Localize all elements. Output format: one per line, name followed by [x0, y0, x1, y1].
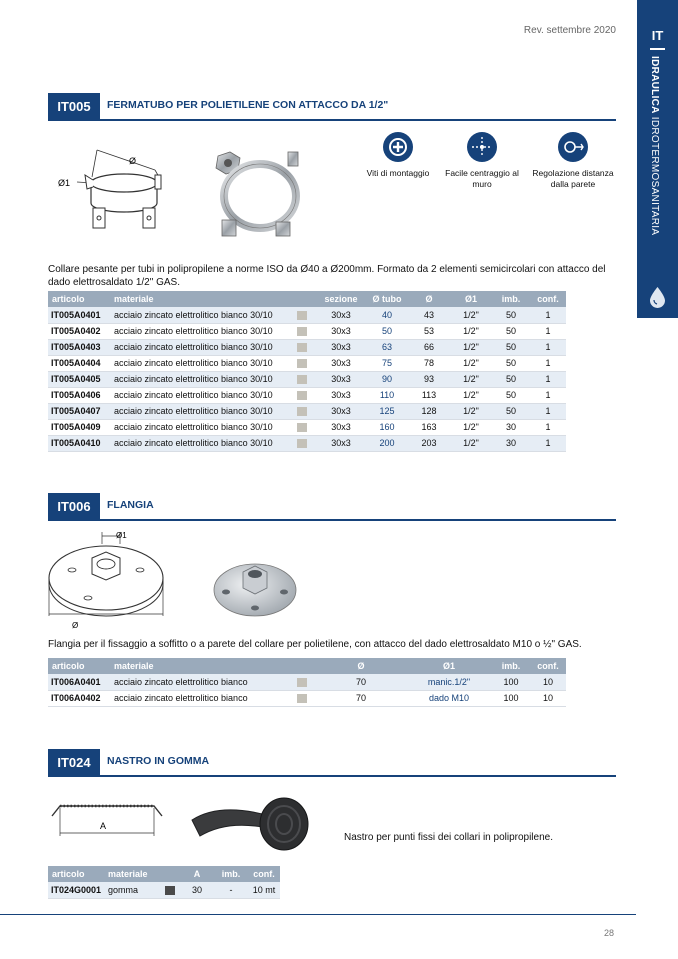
header-conf: conf. [530, 291, 566, 307]
flange-diagram [44, 528, 168, 632]
table-header-row [48, 291, 566, 307]
it006-description: Flangia per il fissaggio a soffitto o a parete del collare per polietilene, con attacco del dado elettrosaldato M10 o ½" GAS. [48, 639, 582, 650]
category-label: IDRAULICA IDROTERMOSANITARIA [649, 56, 660, 236]
screw-icon [383, 132, 413, 162]
header-diameter1: Ø1 [406, 658, 492, 674]
color-swatch [297, 407, 307, 416]
pipe-clamp-diagram [55, 145, 173, 240]
water-drop-icon [648, 286, 667, 308]
header-materiale: materiale [104, 866, 160, 882]
table-row: IT006A0402 acciaio zincato elettrolitico bianco 70 dado M10 100 10 [48, 690, 566, 706]
color-swatch [297, 311, 307, 320]
pipe-clamp-photo [210, 148, 306, 242]
header-articolo: articolo [48, 866, 104, 882]
it024-description: Nastro per punti fissi dei collari in polipropilene. [344, 832, 553, 843]
color-swatch [297, 359, 307, 368]
color-swatch [297, 343, 307, 352]
section-divider [100, 119, 616, 121]
table-row: IT005A0403 acciaio zincato elettrolitico bianco 30/10 30x3 63 66 1/2" 50 1 [48, 339, 566, 355]
page-number: 28 [604, 928, 615, 938]
color-swatch [297, 439, 307, 448]
revision-label: Rev. settembre 2020 [523, 25, 616, 36]
table-row: IT005A0402 acciaio zincato elettrolitico bianco 30/10 30x3 50 53 1/2" 50 1 [48, 323, 566, 339]
diameter-label: Ø [72, 621, 79, 630]
it006-table [48, 658, 566, 707]
header-tubo: Ø tubo [366, 291, 408, 307]
feature-label: Regolazione distanza dalla parete [532, 168, 614, 189]
table-row: IT005A0406 acciaio zincato elettrolitico bianco 30/10 30x3 110 113 1/2" 50 1 [48, 387, 566, 403]
header-materiale: materiale [110, 291, 288, 307]
it024-table [48, 866, 280, 899]
color-swatch [165, 886, 175, 895]
table-row: IT005A0409 acciaio zincato elettrolitico bianco 30/10 30x3 160 163 1/2" 30 1 [48, 419, 566, 435]
diameter-label: Ø [129, 156, 137, 166]
section-title: NASTRO IN GOMMA [107, 755, 210, 767]
section-code: IT024 [48, 749, 100, 777]
it005-description: Collare pesante per tubi in polipropilene a norme ISO da Ø40 a Ø200mm. Formato da 2 elementi semicircolari con attacco del dado elettrosaldato 1/2" GAS. [48, 264, 606, 288]
section-divider [100, 775, 616, 777]
header-articolo: articolo [48, 658, 110, 674]
color-swatch [297, 694, 307, 703]
color-swatch [297, 375, 307, 384]
header-imb: imb. [214, 866, 248, 882]
section-code: IT006 [48, 493, 100, 521]
side-tab-separator [650, 48, 665, 50]
header-a: A [180, 866, 214, 882]
header-diameter1: Ø1 [450, 291, 492, 307]
table-row: IT005A0404 acciaio zincato elettrolitico bianco 30/10 30x3 75 78 1/2" 50 1 [48, 355, 566, 371]
header-sezione: sezione [316, 291, 366, 307]
header-conf: conf. [248, 866, 280, 882]
section-code: IT005 [48, 93, 100, 121]
language-code: IT [651, 28, 664, 43]
flange-photo [212, 552, 298, 618]
header-conf: conf. [530, 658, 566, 674]
feature-mounting-screws [360, 132, 436, 179]
section-title: FERMATUBO PER POLIETILENE CON ATTACCO DA 1/2" [107, 99, 389, 111]
rubber-strip-diagram [50, 798, 164, 842]
color-swatch [297, 423, 307, 432]
feature-easy-centering [444, 132, 520, 190]
table-row: IT005A0405 acciaio zincato elettrolitico bianco 30/10 30x3 90 93 1/2" 50 1 [48, 371, 566, 387]
table-row: IT006A0401 acciaio zincato elettrolitico bianco 70 manic.1/2" 100 10 [48, 674, 566, 690]
header-swatch [288, 658, 316, 674]
footer-divider [0, 914, 636, 915]
table-row: IT005A0410 acciaio zincato elettrolitico bianco 30/10 30x3 200 203 1/2" 30 1 [48, 435, 566, 451]
feature-label: Facile centraggio al muro [445, 168, 519, 189]
width-label: A [100, 821, 107, 831]
diameter1-label: Ø1 [116, 531, 127, 540]
category-side-tab [637, 0, 678, 318]
header-articolo: articolo [48, 291, 110, 307]
feature-label: Viti di montaggio [366, 168, 430, 178]
color-swatch [297, 678, 307, 687]
table-row: IT024G0001 gomma 30 - 10 mt [48, 882, 280, 898]
table-row: IT005A0407 acciaio zincato elettrolitico bianco 30/10 30x3 125 128 1/2" 50 1 [48, 403, 566, 419]
section-title: FLANGIA [107, 499, 154, 511]
table-row: IT005A0401 acciaio zincato elettrolitico bianco 30/10 30x3 40 43 1/2" 50 1 [48, 307, 566, 323]
rubber-strip-photo [190, 794, 314, 856]
color-swatch [297, 391, 307, 400]
header-diameter: Ø [408, 291, 450, 307]
crosshair-icon [467, 132, 497, 162]
header-imb: imb. [492, 291, 530, 307]
header-swatch [160, 866, 180, 882]
header-swatch [288, 291, 316, 307]
header-diameter: Ø [316, 658, 406, 674]
table-header-row [48, 658, 566, 674]
header-materiale: materiale [110, 658, 288, 674]
header-imb: imb. [492, 658, 530, 674]
table-header-row [48, 866, 280, 882]
feature-distance-adjust [526, 132, 620, 190]
section-divider [100, 519, 616, 521]
color-swatch [297, 327, 307, 336]
distance-adjust-icon [558, 132, 588, 162]
diameter1-label: Ø1 [58, 178, 71, 188]
it005-table [48, 291, 566, 452]
